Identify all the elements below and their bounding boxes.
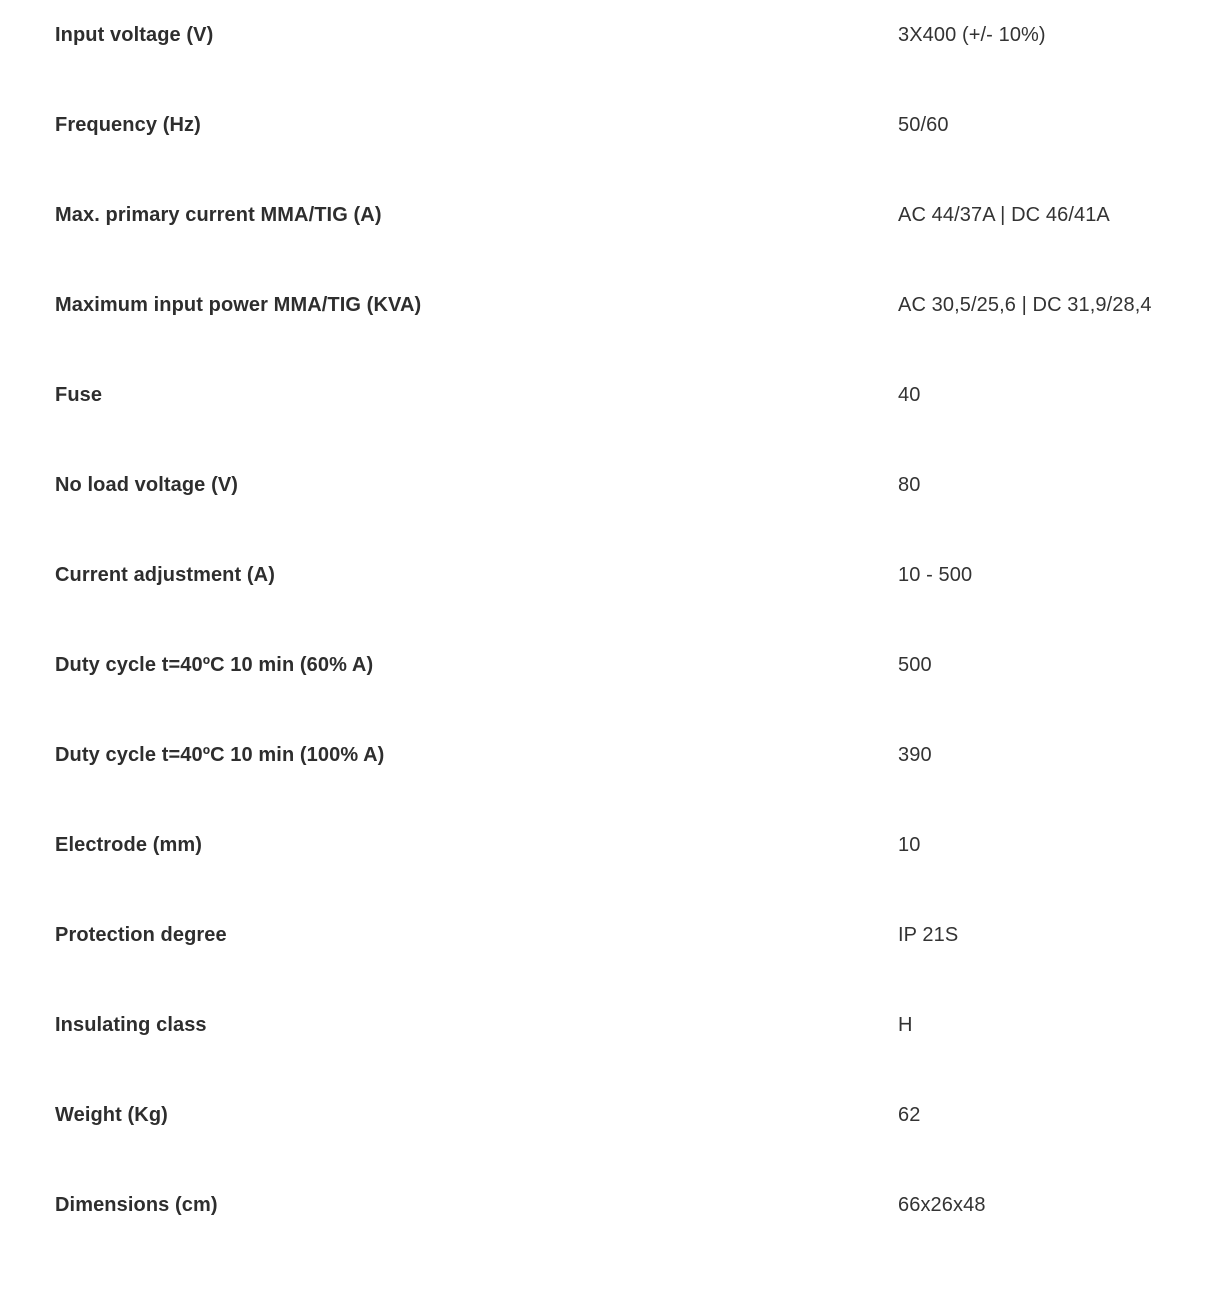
spec-value: H: [898, 1014, 913, 1036]
spec-row-no-load-voltage: [0, 450, 1232, 540]
spec-row-dimensions: [0, 1170, 1232, 1260]
spec-label: No load voltage (V): [55, 474, 239, 496]
spec-label: Duty cycle t=40ºC 10 min (60% A): [55, 654, 374, 676]
spec-label: Fuse: [55, 384, 103, 406]
spec-value: 390: [898, 744, 932, 766]
spec-value: 62: [898, 1104, 921, 1126]
spec-row-insulating-class: [0, 990, 1232, 1080]
spec-value: 10 - 500: [898, 564, 973, 586]
spec-value: 10: [898, 834, 921, 856]
spec-label: Max. primary current MMA/TIG (A): [55, 204, 382, 226]
spec-value: 80: [898, 474, 921, 496]
spec-value: AC 30,5/25,6 | DC 31,9/28,4: [898, 294, 1152, 316]
spec-value: 3X400 (+/- 10%): [898, 24, 1046, 46]
spec-label: Dimensions (cm): [55, 1194, 218, 1216]
spec-label: Insulating class: [55, 1014, 207, 1036]
spec-row-fuse: [0, 360, 1232, 450]
spec-label: Electrode (mm): [55, 834, 202, 856]
spec-row-weight: [0, 1080, 1232, 1170]
spec-row-input-voltage: [0, 0, 1232, 90]
spec-row-max-primary-current: [0, 180, 1232, 270]
spec-label: Input voltage (V): [55, 24, 214, 46]
spec-value: 40: [898, 384, 921, 406]
spec-label: Maximum input power MMA/TIG (KVA): [55, 294, 422, 316]
spec-row-electrode: [0, 810, 1232, 900]
spec-label: Duty cycle t=40ºC 10 min (100% A): [55, 744, 385, 766]
spec-label: Weight (Kg): [55, 1104, 168, 1126]
spec-value: IP 21S: [898, 924, 959, 946]
spec-row-protection-degree: [0, 900, 1232, 990]
spec-row-max-input-power: [0, 270, 1232, 360]
spec-row-current-adjustment: [0, 540, 1232, 630]
spec-row-duty-cycle-60: [0, 630, 1232, 720]
spec-row-duty-cycle-100: [0, 720, 1232, 810]
spec-value: 500: [898, 654, 932, 676]
spec-label: Frequency (Hz): [55, 114, 201, 136]
spec-row-frequency: [0, 90, 1232, 180]
spec-value: 50/60: [898, 114, 949, 136]
spec-label: Current adjustment (A): [55, 564, 275, 586]
spec-label: Protection degree: [55, 924, 227, 946]
spec-value: 66x26x48: [898, 1194, 986, 1216]
spec-value: AC 44/37A | DC 46/41A: [898, 204, 1110, 226]
